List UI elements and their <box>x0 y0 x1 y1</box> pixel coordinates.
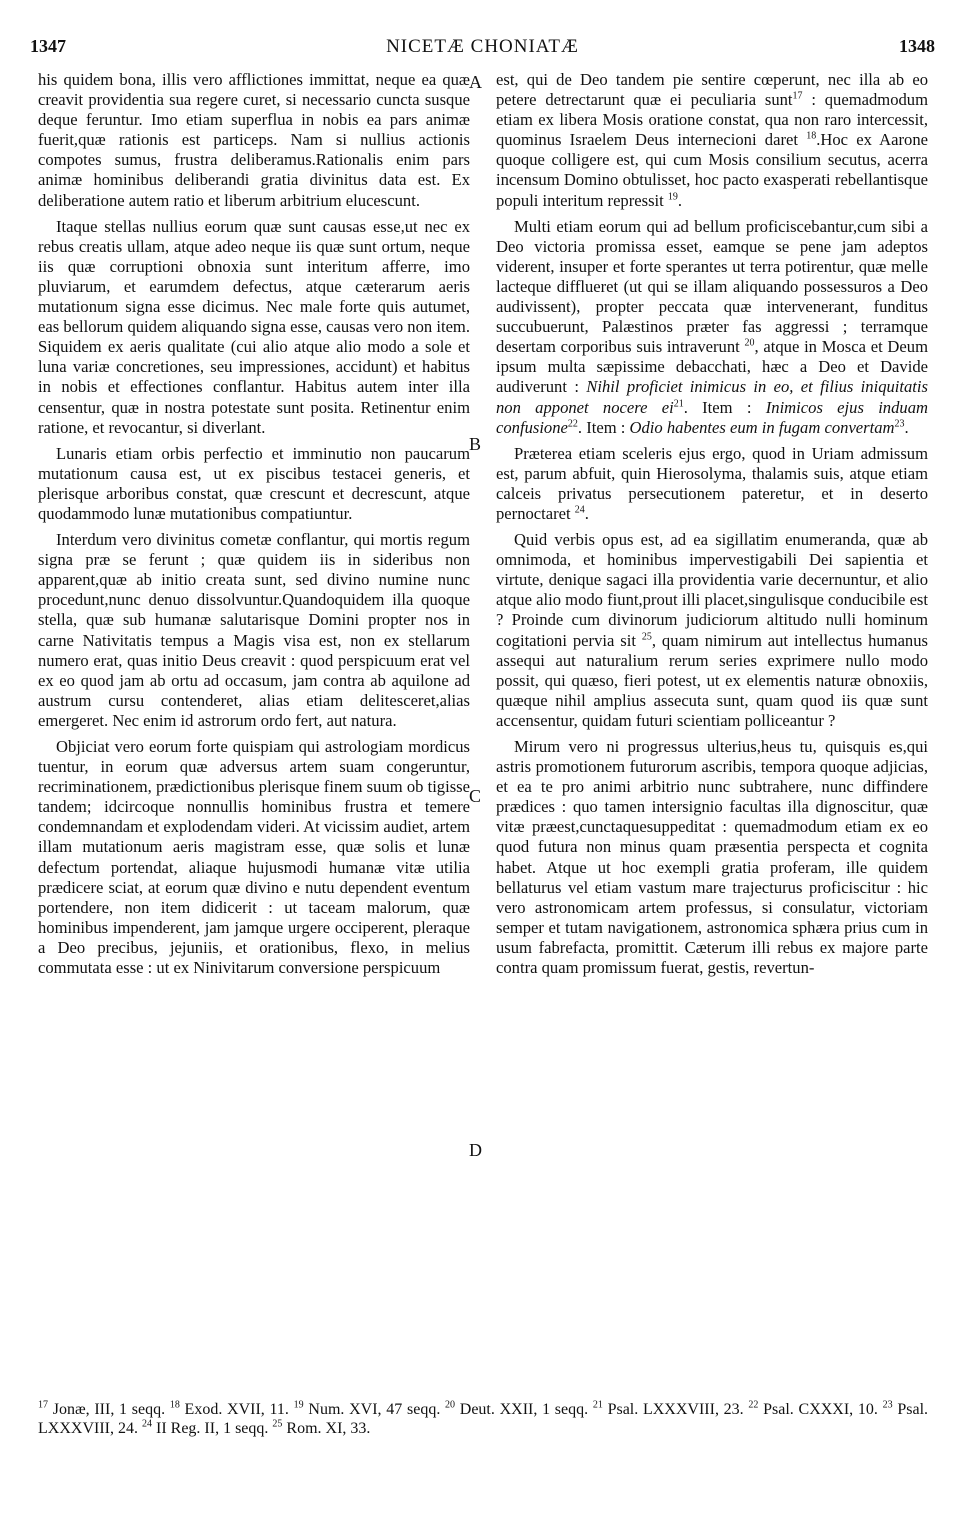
footnote-ref: 19 <box>667 191 678 203</box>
footnote-text: Exod. XVII, 11. <box>179 1401 294 1418</box>
paragraph <box>496 70 928 211</box>
paragraph: Mirum vero ni progressus ulterius,heus tu, quisquis es,qui astris promotionem futurorum ascribis, tempora quoque adjicias, et ea te pro animi arbitrio nunc subtrahere, nunc diffindere prædices : quo tamen intersignio facultas illa dignoscitur, quæ vitæ præest,cunctaquesuppeditat : quemadmodum etiam ex eo quod futura non minus quam præsentia perspecta et cognita habet. Atque ut hoc exempli gratia proferam, ille quidem bellaturus vel etiam vastum mare trajecturus proficiscitur : hic vero astronomicam artem professus, si consulatur, victoriam semper et tutam navigationem, astronomica sphæra prius cum in usum fabrefacta, promittit. Cæterum illi rebus ex majore parte contra quam promissum fuerat, gestis, revertun- <box>496 737 928 978</box>
paragraph <box>496 217 928 438</box>
footnote-number: 21 <box>592 1399 603 1411</box>
section-marker-c: C <box>469 786 482 806</box>
left-column <box>38 70 470 1380</box>
text-run: . <box>904 417 909 437</box>
footnote-number: 20 <box>445 1399 456 1411</box>
text-run: : quemadmodum etiam ex libera Mosis oratione constat, qua non raro intercessit, quominus Israelem Deus internecioni daret <box>496 90 928 150</box>
paragraph: Lunaris etiam orbis perfectio et imminutio non paucarum mutationum causa est, ut ex piscibus testacei generis, et plerisque arboribus constat, quæ crescunt et decrescunt, atque quodammodo lunæ mutationibus compatiuntur. <box>38 443 470 523</box>
section-marker-d: D <box>469 1140 482 1160</box>
paragraph: Itaque stellas nullius eorum quæ sunt causas esse,ut nec ex rebus creatis ullam, atque adeo neque iis quæ sunt ortum, neque iis quæ corruptioni obnoxia sunt interitum afferre, imo pluviarum, et earumdem defectus, atque cæterarum aeris mutationum signa esse dicimus. Nec male forte quis autumet, eas bellorum quidem aliquando signa esse, causas vero non item. Siquidem ex aeris qualitate (cui alio atque alio modo a sole et luna variæ concretiones, seu impressiones, accidunt) et habitus in nobis et effectiones conflantur. Habitus autem inter illa censentur, quæ in nostra potestate sunt posita. Retinentur enim ratione, et revocantur, si diverlant. <box>38 216 470 437</box>
footnote-number: 22 <box>748 1399 759 1411</box>
footnote-text: Psal. CXXXI, 10. <box>758 1401 883 1418</box>
footnote-ref: 24 <box>574 504 585 516</box>
paragraph: Interdum vero divinitus cometæ conflantur, qui mortis regum signa præ se ferunt ; quæ quidem iis in sideribus non apparent,quæ ab initio creata sunt, sed divino numine nunc procedunt,nunc denuo dissolvuntur.Quandoquidem illa quoque stella, quæ sub humanæ salutarisque Domini propter nos in carne Nativitatis tempus a Magis visa est, non ex stellarum numero erat, quas initio Deus creavit : quod perspicuum erat vel ex eo quod jam ab ortu ad occasum, jam contra ab aquilone ad austrum cursu contenderet, alias etiam delitesceret,alias emergeret. Nec enim id astrorum ordo fert, aut natura. <box>38 530 470 730</box>
text-run: , quam nimirum aut intellectus humanus assequi aut naturalium rerum series exprimere nullo modo possit, qui quæso, fieri potest, ut ex elementis naturæ obnoxiis, quæque nihil amplius assecuta sunt, quam quod iis quæ sunt accensentur, quidam futuri scientiam polliceantur ? <box>496 630 928 730</box>
text-run: . Item : <box>577 417 630 437</box>
footnote-number: 25 <box>272 1418 283 1430</box>
text-run: Multi etiam eorum qui ad bellum proficiscebantur,cum sibi a Deo victoria promissa esset, eamque se pene jam adeptos viderent, insuper et forte sperantes ut terra potirentur, quæ melle lacteque difflueret (ut qui se illam aliquando possessuros a Deo audivissent), propter peccata quæ intervenerant, funditus succubuerunt, Palæstinos præter fas aggressi ; terramque desertam corporibus suis intraverunt <box>496 216 928 357</box>
page-number-right: 1348 <box>899 36 935 56</box>
footnote-ref: 17 <box>792 90 803 102</box>
footnote-text: Num. XVI, 47 seqq. <box>303 1401 446 1418</box>
text-run: Quid verbis opus est, ad ea sigillatim enumeranda, quæ ab omnimoda, et hominibus impervestigabili Dei sapientia et virtute, denique sagaci illa providentia varie decernuntur, et alio atque alio modo fiunt,prout illi placet,singulisque conducibile est ? Proinde cum divinorum judiciorum altitudo nulli hominum cogitationi pervia sit <box>496 530 928 650</box>
footnote-number: 23 <box>882 1399 893 1411</box>
footnote-ref: 20 <box>744 337 755 349</box>
footnote-text: Rom. XI, 33. <box>282 1420 371 1437</box>
paragraph <box>496 530 928 731</box>
footnote-ref: 21 <box>673 397 684 409</box>
footnote-ref: 22 <box>567 418 578 430</box>
page-header <box>30 36 935 62</box>
footnote-text: Deut. XXII, 1 seqq. <box>455 1401 593 1418</box>
footnote-text: Psal. LXXXVIII, 23. <box>602 1401 749 1418</box>
paragraph <box>496 444 928 524</box>
footnote-number: 18 <box>169 1399 180 1411</box>
text-run: . <box>584 503 589 523</box>
section-marker-b: B <box>469 434 482 454</box>
footnote-ref: 23 <box>894 418 905 430</box>
text-run: . Item : <box>683 397 766 417</box>
section-marker-a: A <box>469 72 482 92</box>
paragraph: Objiciat vero eorum forte quispiam qui astrologiam mordicus tuentur, in eorum quæ adversus artem suam congeruntur, recriminationem, prædictionibus plerisque finem suum ob tigisse tandem; idcircoque nonnullis hominibus frustra et temere condemnandam et explodendam videri. At vicissim audiet, artem illam mutationum aeris magistram esse, quæ solis et lunæ defectum portendat, aliaque hujusmodi humanæ vitæ utilia prædicere sciat, at eorum quæ divino e nutu dependent eventum portendere, non item didicerit : ut taceam malorum, quæ hominibus impenderent, jam jamque urgere occiperent, pleraque a Deo precibus, jejuniis, et orationibus, flexo, in melius commutata esse : ut ex Ninivitarum conversione perspicuum <box>38 737 470 978</box>
paragraph: his quidem bona, illis vero afflictiones immittat, neque ea quæ creavit providentia sua regere curet, si necessario cuncta susque deque feruntur. Imo etiam superflua in nobis ea pars animæ fuerit,quæ rationis est particeps. Nam si nullius actionis compotes sumus, frustra deliberamus.Rationalis enim pars animæ hominibus deliberandi gratia divinitus data est. Ex deliberatione autem ratio et liberum arbitrium elucescunt. <box>38 70 470 210</box>
footnote-number: 24 <box>141 1418 152 1430</box>
scripture-quote: Inimicos ejus induam confusione <box>496 397 928 437</box>
footnotes <box>38 1400 928 1438</box>
page-number-left: 1347 <box>30 36 66 56</box>
footnote-text: II Reg. II, 1 seqq. <box>151 1420 273 1437</box>
text-run: , atque in Mosca et Deum ipsum multa sæpissime debacchati, hæc a Deo et Davide audiverunt : <box>496 337 928 397</box>
right-column <box>496 70 928 1380</box>
scripture-quote: Nihil proficiet inimicus in eo, et filius iniquitatis non apponet nocere ei <box>496 377 928 417</box>
text-run: est, qui de Deo tandem pie sentire cœperunt, nec illa ab eo petere detrectarunt quæ ei peculiaria sunt <box>496 70 928 110</box>
footnote-text: Psal. LXXXVIII, 24. <box>38 1401 929 1437</box>
text-run: . <box>677 190 683 210</box>
footnote-text: Jonæ, III, 1 seqq. <box>48 1401 170 1418</box>
running-title: NICETÆ CHONIATÆ <box>386 36 579 57</box>
footnote-number: 19 <box>293 1399 304 1411</box>
footnote-ref: 18 <box>806 130 817 142</box>
text-run: Præterea etiam sceleris ejus ergo, quod in Uriam admissum est, parum abfuit, quin Hierosolyma, thalamis suis, atque etiam calceis privatus persecutionem pateretur, et in deserto pernoctaret <box>496 443 928 523</box>
text-run: .Hoc ex Aarone quoque colligere est, qui cum Mosis consilium secutus, acerra incensum Domino obtulisset, hoc pacto exasperati rebellantisque populi interitum repressit <box>496 130 928 210</box>
footnote-number: 17 <box>38 1399 48 1411</box>
footnote-ref: 25 <box>641 631 652 642</box>
scripture-quote: Odio habentes eum in fugam convertam <box>629 417 895 437</box>
